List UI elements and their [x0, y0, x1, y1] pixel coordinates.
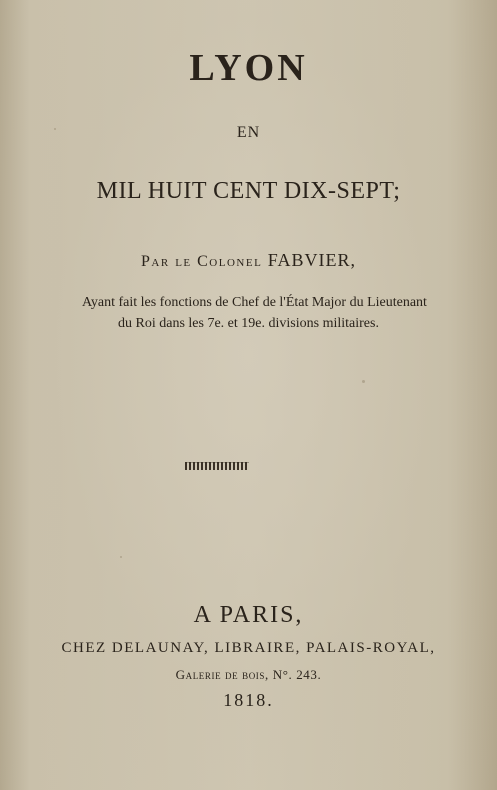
book-subtitle: MIL HUIT CENT DIX-SEPT; — [96, 178, 401, 204]
imprint-year: 1818. — [223, 690, 274, 710]
author-description-line-2: du Roi dans les 7e. et 19e. divisions militaires. — [118, 316, 379, 331]
paper-foxing-spot — [54, 128, 56, 130]
author-description-line-1: Ayant fait les fonctions de Chef de l'État Major du Lieutenant — [82, 295, 427, 310]
ornament-divider — [185, 462, 249, 470]
author-name: FABVIER, — [267, 250, 356, 270]
imprint-address: Galerie de bois, N°. 243. — [175, 667, 322, 682]
paper-foxing-spot — [362, 380, 365, 383]
author-line — [0, 250, 497, 271]
imprint-publisher: CHEZ DELAUNAY, LIBRAIRE, PALAIS-ROYAL, — [61, 640, 436, 656]
author-prefix: Par le Colonel — [141, 253, 263, 270]
title-conjunction: EN — [236, 124, 261, 141]
imprint-city: A PARIS, — [193, 602, 304, 628]
paper-foxing-spot — [120, 556, 122, 558]
book-title: LYON — [189, 47, 308, 89]
